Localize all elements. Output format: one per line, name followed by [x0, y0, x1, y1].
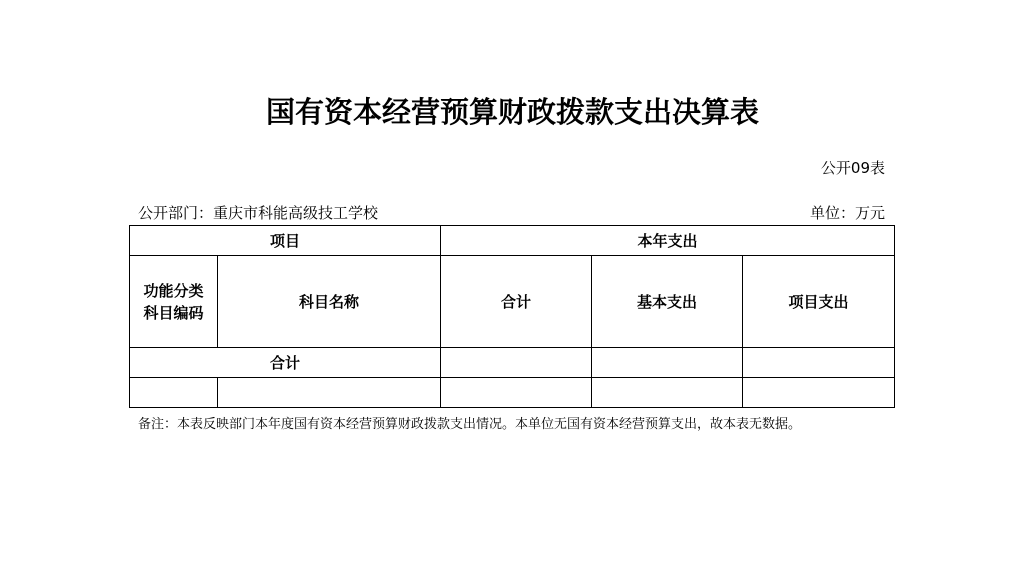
- row-project: [743, 378, 895, 408]
- header-project-expense: 项目支出: [743, 256, 895, 348]
- header-function-code: 功能分类科目编码: [130, 256, 218, 348]
- table-total-row: [130, 348, 895, 378]
- table-subheader-row: [130, 256, 895, 348]
- form-number: 公开09表: [820, 159, 885, 177]
- header-basic-expense: 基本支出: [592, 256, 743, 348]
- total-row-basic: [592, 348, 743, 378]
- total-row-label: 合计: [130, 348, 441, 378]
- footnote: 备注：本表反映部门本年度国有资本经营预算财政拨款支出情况。本单位无国有资本经营预算支出，故本表无数据。: [138, 417, 802, 432]
- unit-label: 单位：万元: [809, 204, 885, 222]
- row-name: [218, 378, 441, 408]
- total-row-project: [743, 348, 895, 378]
- total-row-total: [441, 348, 592, 378]
- header-total: 合计: [441, 256, 592, 348]
- row-total: [441, 378, 592, 408]
- row-basic: [592, 378, 743, 408]
- header-subject-name: 科目名称: [218, 256, 441, 348]
- table-header-row: [130, 226, 895, 256]
- header-current-year-expense: 本年支出: [441, 226, 895, 256]
- table-row: [130, 378, 895, 408]
- row-code: [130, 378, 218, 408]
- header-item: 项目: [130, 226, 441, 256]
- page-title: 国有资本经营预算财政拨款支出决算表: [265, 95, 759, 129]
- department-label: 公开部门：重庆市科能高级技工学校: [138, 204, 379, 222]
- expenditure-table: [129, 225, 895, 408]
